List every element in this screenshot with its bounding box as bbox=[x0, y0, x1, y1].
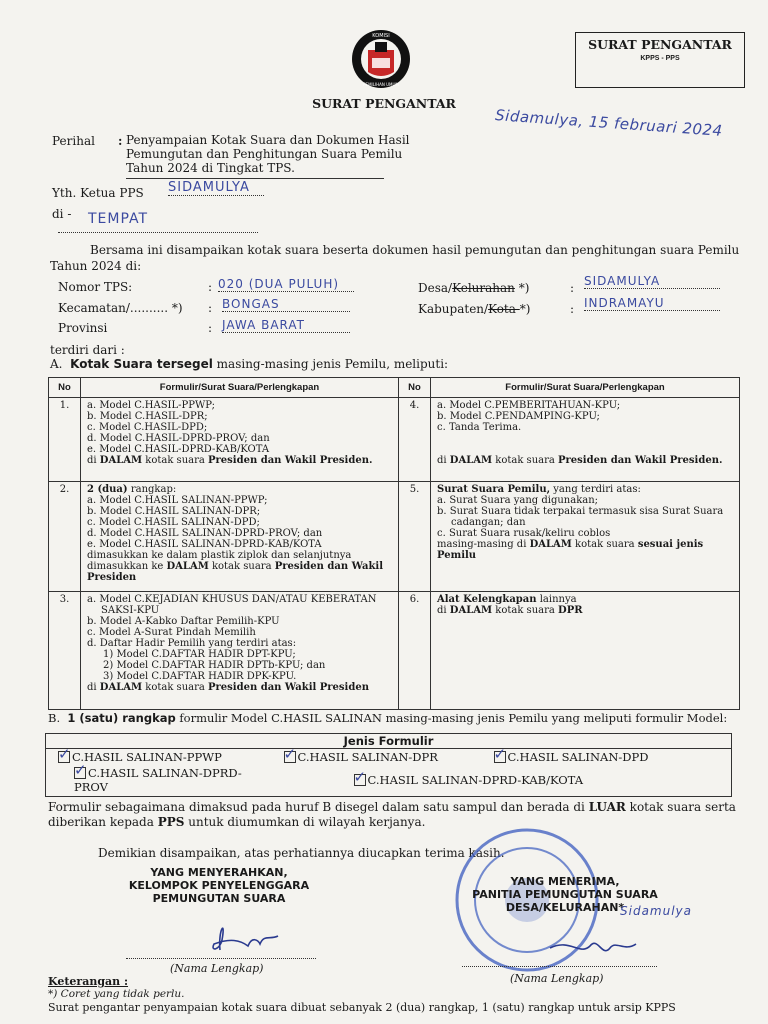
footer-bold: Presiden dan Wakil Presiden. bbox=[558, 455, 723, 466]
perihal-colon: : bbox=[118, 134, 123, 148]
yth-value: SIDAMULYA bbox=[168, 180, 264, 196]
kpu-logo-icon bbox=[350, 28, 412, 90]
checkbox-label: C.HASIL SALINAN-DPRD-PROV bbox=[74, 766, 242, 794]
row-head bbox=[437, 594, 733, 605]
sub-list-item: 3) Model C.DAFTAR HADIR DPK-KPU. bbox=[103, 671, 297, 682]
list-item: a. Model C.HASIL SALINAN-PPWP; bbox=[87, 495, 268, 506]
sub-list-item: 1) Model C.DAFTAR HADIR DPT-KPU; bbox=[103, 649, 296, 660]
list-item: d. Daftar Hadir Pemilih yang terdiri atas: bbox=[87, 638, 297, 649]
signature-left-line bbox=[126, 958, 316, 959]
desa-label-strike: Kelurahan bbox=[452, 281, 515, 295]
list-item: b. Model A-Kabko Daftar Pemilih-KPU bbox=[87, 616, 280, 627]
formulir-paragraph bbox=[48, 800, 743, 830]
row-footer bbox=[437, 539, 733, 561]
footer-bold: DALAM bbox=[99, 682, 143, 693]
row-footer bbox=[87, 550, 392, 583]
footer-part: di bbox=[437, 605, 450, 616]
sub-list-item: 2) Model C.DAFTAR HADIR DPTb-KPU; dan bbox=[103, 660, 326, 671]
formulir-bold: PPS bbox=[157, 815, 185, 829]
signature-right-scribble-icon bbox=[540, 918, 650, 968]
formulir-part: Formulir sebagaimana dimaksud pada huruf B disegel dalam satu sampul dan berada di bbox=[48, 800, 589, 814]
footer-bold: Presiden dan Wakil Presiden bbox=[208, 682, 369, 693]
list-item: a. Model C.PEMBERITAHUAN-KPU; bbox=[437, 400, 621, 411]
head-bold: Surat Suara Pemilu, bbox=[437, 484, 551, 495]
footer-part: kotak suara bbox=[571, 539, 638, 550]
checkbox-item[interactable] bbox=[46, 765, 276, 797]
footer-bold: sesuai jenis Pemilu bbox=[437, 539, 704, 561]
page-title: SURAT PENGANTAR bbox=[312, 96, 456, 111]
sig-right-line: YANG MENERIMA, bbox=[510, 875, 620, 888]
row-no: 4. bbox=[399, 398, 431, 482]
di-value: TEMPAT bbox=[88, 211, 149, 227]
section-b-rest: formulir Model C.HASIL SALINAN masing-masing jenis Pemilu yang meliputi formulir Model: bbox=[175, 711, 728, 725]
table-header-row bbox=[49, 378, 740, 398]
footer-bold: DALAM bbox=[449, 605, 493, 616]
list-item: b. Model C.PENDAMPING-KPU; bbox=[437, 411, 600, 422]
kabupaten-colon: : bbox=[570, 302, 575, 316]
header-formulir-1: Formulir/Surat Suara/Perlengkapan bbox=[81, 378, 399, 398]
footer-bold: Presiden dan Wakil Presiden bbox=[87, 561, 383, 583]
footer-bold: Presiden dan Wakil Presiden. bbox=[208, 455, 373, 466]
formulir-part: untuk diumumkan di wilayah kerjanya. bbox=[184, 815, 426, 829]
footer-part: kotak suara bbox=[492, 455, 559, 466]
desa-colon: : bbox=[570, 281, 575, 295]
row-content bbox=[431, 592, 740, 710]
perihal-label: Perihal bbox=[52, 134, 95, 148]
row-head bbox=[437, 484, 733, 495]
header-formulir-2: Formulir/Surat Suara/Perlengkapan bbox=[431, 378, 740, 398]
row-footer bbox=[87, 682, 392, 693]
footer-part: kotak suara bbox=[142, 682, 209, 693]
row-content bbox=[431, 482, 740, 592]
row-content bbox=[81, 398, 399, 482]
row-content bbox=[431, 398, 740, 482]
jenis-formulir-header: Jenis Formulir bbox=[46, 734, 732, 749]
header-box bbox=[575, 32, 745, 88]
list-item: a. Surat Suara yang digunakan; bbox=[437, 495, 599, 506]
logo-top-text: KOMISI bbox=[372, 33, 390, 39]
kecamatan-label: Kecamatan/.......... *) bbox=[58, 301, 183, 315]
desa-label-b: *) bbox=[514, 281, 530, 295]
row-no: 3. bbox=[49, 592, 81, 710]
section-b-letter: B. bbox=[48, 711, 61, 725]
list-item: d. Model C.HASIL SALINAN-DPRD-PROV; dan bbox=[87, 528, 323, 539]
signature-left-scribble-icon bbox=[200, 910, 290, 960]
di-dotted-line bbox=[58, 232, 258, 233]
row-footer bbox=[87, 455, 392, 466]
section-a-heading bbox=[50, 357, 448, 371]
list-item: c. Tanda Terima. bbox=[437, 422, 522, 433]
tps-value: 020 (DUA PULUH) bbox=[218, 277, 354, 292]
checkbox-label: C.HASIL SALINAN-PPWP bbox=[72, 750, 222, 764]
signature-left-block bbox=[104, 866, 334, 905]
head-part: yang terdiri atas: bbox=[550, 484, 641, 495]
di-label: di - bbox=[52, 207, 72, 221]
list-item: e. Model C.HASIL SALINAN-DPRD-KAB/KOTA bbox=[87, 539, 322, 550]
footer-bold: DALAM bbox=[99, 455, 143, 466]
list-item: b. Model C.HASIL SALINAN-DPR; bbox=[87, 506, 261, 517]
head-bold: Alat Kelengkapan bbox=[437, 594, 537, 605]
section-b-bold: 1 (satu) rangkap bbox=[67, 711, 176, 725]
sig-right-line: PANITIA PEMUNGUTAN SUARA bbox=[472, 888, 658, 901]
row-no: 1. bbox=[49, 398, 81, 482]
tps-label: Nomor TPS: bbox=[58, 280, 133, 294]
list-item: d. Model C.HASIL-DPRD-PROV; dan bbox=[87, 433, 270, 444]
row-content bbox=[81, 592, 399, 710]
footer-part: dimasukkan ke dalam plastik ziplok dan selanjutnya dimasukkan ke bbox=[87, 550, 352, 572]
signature-right-name-label: (Nama Lengkap) bbox=[510, 972, 604, 985]
head-part: lainnya bbox=[536, 594, 577, 605]
footer-bold: DALAM bbox=[449, 455, 493, 466]
jenis-formulir-table bbox=[45, 733, 732, 797]
kabupaten-value: INDRAMAYU bbox=[584, 296, 720, 311]
header-box-title: SURAT PENGANTAR bbox=[588, 37, 732, 52]
handwritten-date: Sidamulya, 15 februari 2024 bbox=[494, 106, 724, 140]
header-box-subtitle: KPPS - PPS bbox=[640, 55, 680, 62]
terdiri-label: terdiri dari : bbox=[50, 343, 125, 357]
provinsi-value: JAWA BARAT bbox=[222, 318, 350, 333]
signature-right-line bbox=[462, 966, 657, 967]
footer-part: kotak suara bbox=[492, 605, 559, 616]
signature-right-desa-value: Sidamulya bbox=[620, 904, 693, 918]
checkbox-checked-icon[interactable] bbox=[74, 767, 86, 779]
list-item: a. Model C.KEJADIAN KHUSUS DAN/ATAU KEBERATAN SAKSI-KPU bbox=[87, 594, 377, 616]
checkbox-checked-icon[interactable] bbox=[58, 751, 70, 763]
list-item: c. Model C.HASIL-DPD; bbox=[87, 422, 208, 433]
list-item: c. Surat Suara rusak/keliru coblos bbox=[437, 528, 611, 539]
footer-part: di bbox=[87, 682, 100, 693]
kabupaten-label bbox=[418, 302, 530, 316]
list-item: c. Model A-Surat Pindah Memilih bbox=[87, 627, 256, 638]
checkbox-item[interactable] bbox=[276, 765, 732, 797]
checkbox-checked-icon[interactable] bbox=[494, 751, 506, 763]
signature-left-name-label: (Nama Lengkap) bbox=[170, 962, 264, 975]
sig-right-line: DESA/KELURAHAN* bbox=[505, 901, 625, 914]
table-row bbox=[49, 482, 740, 592]
formulir-bold: LUAR bbox=[588, 800, 626, 814]
section-a-rest: masing-masing jenis Pemilu, meliputi: bbox=[212, 357, 449, 371]
row-footer bbox=[437, 455, 733, 466]
kecamatan-colon: : bbox=[208, 301, 213, 315]
checkbox-label: C.HASIL SALINAN-DPRD-KAB/KOTA bbox=[367, 773, 584, 787]
footer-part: kotak suara bbox=[142, 455, 209, 466]
header-no-1: No bbox=[49, 378, 81, 398]
closing-sentence: Demikian disampaikan, atas perhatiannya diucapkan terima kasih. bbox=[98, 846, 505, 860]
desa-label bbox=[418, 281, 529, 295]
checkbox-checked-icon[interactable] bbox=[284, 751, 296, 763]
section-a-letter: A. bbox=[50, 357, 63, 371]
tps-colon: : bbox=[208, 280, 213, 294]
list-item: c. Model C.HASIL SALINAN-DPD; bbox=[87, 517, 260, 528]
footer-bold: DALAM bbox=[166, 561, 209, 572]
head-bold: 2 (dua) bbox=[87, 484, 128, 495]
keterangan-label: Keterangan : bbox=[48, 975, 129, 988]
kabupaten-label-a: Kabupaten/ bbox=[418, 302, 489, 316]
list-item: b. Surat Suara tidak terpakai termasuk sisa Surat Suara cadangan; dan bbox=[437, 506, 724, 528]
sig-left-line: PEMUNGUTAN SUARA bbox=[152, 892, 286, 905]
kabupaten-label-b: *) bbox=[519, 302, 531, 316]
yth-label: Yth. Ketua PPS bbox=[52, 186, 144, 200]
checkbox-label: C.HASIL SALINAN-DPR bbox=[297, 750, 438, 764]
items-table bbox=[48, 377, 740, 710]
desa-label-a: Desa/ bbox=[418, 281, 453, 295]
intro-paragraph: Bersama ini disampaikan kotak suara beserta dokumen hasil pemungutan dan penghitungan suara Pemilu Tahun 2024 di: bbox=[50, 243, 740, 273]
keterangan-line-2: Surat pengantar penyampaian kotak suara dibuat sebanyak 2 (dua) rangkap, 1 (satu) rangkap untuk arsip KPPS bbox=[48, 1001, 676, 1014]
row-no: 6. bbox=[399, 592, 431, 710]
table-row bbox=[49, 592, 740, 710]
row-head bbox=[87, 484, 392, 495]
footer-part: di bbox=[87, 455, 100, 466]
list-item: b. Model C.HASIL-DPR; bbox=[87, 411, 208, 422]
provinsi-colon: : bbox=[208, 321, 213, 335]
desa-value: SIDAMULYA bbox=[584, 274, 720, 289]
table-row bbox=[49, 398, 740, 482]
checkbox-item[interactable] bbox=[276, 749, 486, 766]
head-part: rangkap: bbox=[127, 484, 177, 495]
kabupaten-label-strike: Kota bbox=[488, 302, 520, 316]
perihal-text: Penyampaian Kotak Suara dan Dokumen Hasil Pemungutan dan Penghitungan Suara Pemilu Tahun 2024 di Tingkat TPS. bbox=[126, 133, 410, 175]
checkbox-label: C.HASIL SALINAN-DPD bbox=[507, 750, 649, 764]
row-no: 2. bbox=[49, 482, 81, 592]
row-footer bbox=[437, 605, 733, 616]
row-no: 5. bbox=[399, 482, 431, 592]
checkbox-checked-icon[interactable] bbox=[354, 774, 366, 786]
logo-bottom-text: PEMILIHAN UMUM bbox=[363, 82, 399, 87]
footer-bold: DPR bbox=[558, 605, 583, 616]
header-no-2: No bbox=[399, 378, 431, 398]
footer-part: kotak suara bbox=[208, 561, 275, 572]
list-item: e. Model C.HASIL-DPRD-KAB/KOTA bbox=[87, 444, 270, 455]
keterangan-line-1: *) Coret yang tidak perlu. bbox=[48, 988, 185, 1000]
footer-part: di bbox=[437, 455, 450, 466]
sig-left-line: KELOMPOK PENYELENGGARA bbox=[128, 879, 310, 892]
section-b-heading bbox=[48, 711, 727, 725]
formulir-part: kotak suara serta diberikan kepada bbox=[48, 800, 736, 829]
kecamatan-value: BONGAS bbox=[222, 297, 350, 312]
footer-bold: DALAM bbox=[529, 539, 572, 550]
sig-left-line: YANG MENYERAHKAN, bbox=[150, 866, 288, 879]
footer-part: masing-masing di bbox=[437, 539, 530, 550]
section-a-bold: Kotak Suara tersegel bbox=[70, 357, 213, 371]
perihal-underline bbox=[126, 178, 384, 179]
provinsi-label: Provinsi bbox=[58, 321, 108, 335]
checkbox-item[interactable] bbox=[486, 749, 732, 766]
row-content bbox=[81, 482, 399, 592]
list-item: a. Model C.HASIL-PPWP; bbox=[87, 400, 215, 411]
